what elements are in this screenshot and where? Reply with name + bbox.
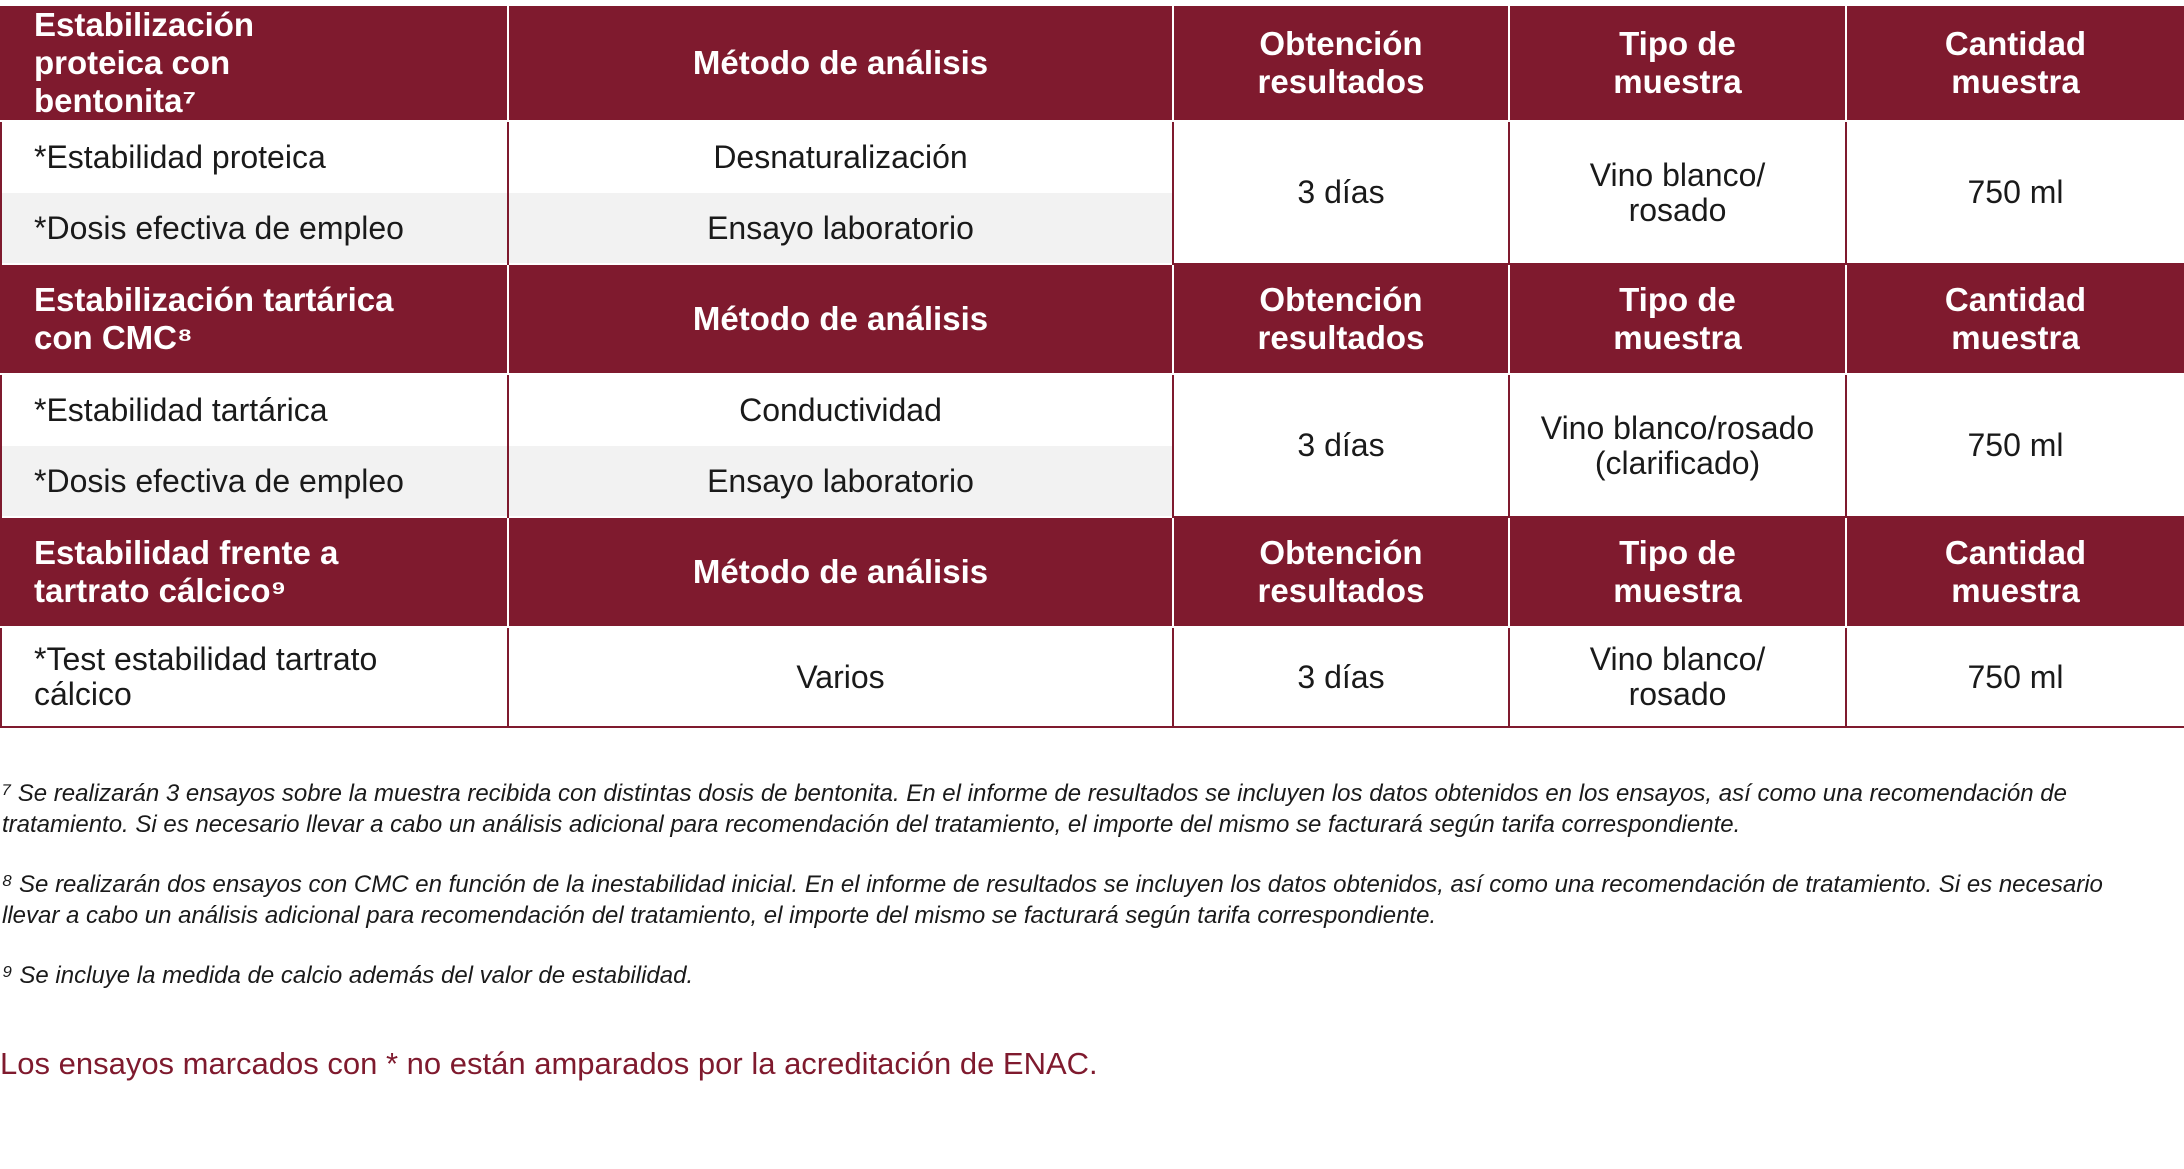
section-title: Estabilidad frente a tartrato cálcico⁹: [1, 517, 508, 627]
footnotes: [2, 778, 2162, 1020]
footnote-7: ⁷ Se realizarán 3 ensayos sobre la muestra recibida con distintas dosis de bentonita. En el informe de resultados se incluyen los datos obtenidos en los ensayos, así como una recomendación de tratamiento. Si es necesario llevar a cabo un análisis adicional para recomendación del tratamiento, el importe del mismo se facturará según tarifa correspondiente.: [2, 780, 2067, 838]
results-time: 3 días: [1173, 627, 1509, 727]
sample-amount: 750 ml: [1846, 121, 2184, 264]
header-sample-type: Tipo de muestra: [1509, 517, 1846, 627]
analysis-table: [0, 4, 2184, 728]
header-sample-type: Tipo de muestra: [1509, 5, 1846, 121]
table-row: [1, 627, 2184, 727]
section-header-protein: [1, 5, 2184, 121]
test-method: Ensayo laboratorio: [508, 446, 1173, 517]
footnote-8: ⁸ Se realizarán dos ensayos con CMC en función de la inestabilidad inicial. En el informe de resultados se incluyen los datos obtenidos, así como una recomendación de tratamiento. Si es necesario llevar a cabo un análisis adicional para recomendación del tratamiento, el importe del mismo se facturará según tarifa correspondiente.: [2, 871, 2103, 929]
sample-type: Vino blanco/rosado (clarificado): [1509, 374, 1846, 517]
test-label: *Dosis efectiva de empleo: [1, 193, 508, 264]
test-label: *Dosis efectiva de empleo: [1, 446, 508, 517]
results-time: 3 días: [1173, 121, 1509, 264]
sample-amount: 750 ml: [1846, 627, 2184, 727]
test-method: Varios: [508, 627, 1173, 727]
header-results: Obtención resultados: [1173, 264, 1509, 374]
test-method: Conductividad: [508, 374, 1173, 446]
section-title: Estabilización tartárica con CMC⁸: [1, 264, 508, 374]
header-sample-amount: Cantidad muestra: [1846, 5, 2184, 121]
test-label: *Estabilidad proteica: [1, 121, 508, 193]
header-results: Obtención resultados: [1173, 5, 1509, 121]
sample-type: Vino blanco/ rosado: [1509, 121, 1846, 264]
header-method: Método de análisis: [508, 264, 1173, 374]
header-method: Método de análisis: [508, 5, 1173, 121]
sample-type: Vino blanco/ rosado: [1509, 627, 1846, 727]
test-label: *Test estabilidad tartrato cálcico: [1, 627, 508, 727]
header-sample-amount: Cantidad muestra: [1846, 517, 2184, 627]
section-header-calcium: [1, 517, 2184, 627]
test-method: Ensayo laboratorio: [508, 193, 1173, 264]
footnote-9: ⁹ Se incluye la medida de calcio además del valor de estabilidad.: [2, 962, 694, 989]
test-method: Desnaturalización: [508, 121, 1173, 193]
table-row: [1, 121, 2184, 193]
enac-accreditation-note: Los ensayos marcados con * no están amparados por la acreditación de ENAC.: [0, 1046, 1098, 1081]
sample-amount: 750 ml: [1846, 374, 2184, 517]
header-results: Obtención resultados: [1173, 517, 1509, 627]
header-method: Método de análisis: [508, 517, 1173, 627]
test-label: *Estabilidad tartárica: [1, 374, 508, 446]
results-time: 3 días: [1173, 374, 1509, 517]
header-sample-amount: Cantidad muestra: [1846, 264, 2184, 374]
table-row: [1, 374, 2184, 446]
section-header-tartaric: [1, 264, 2184, 374]
section-title: Estabilización proteica con bentonita⁷: [1, 5, 508, 121]
header-sample-type: Tipo de muestra: [1509, 264, 1846, 374]
